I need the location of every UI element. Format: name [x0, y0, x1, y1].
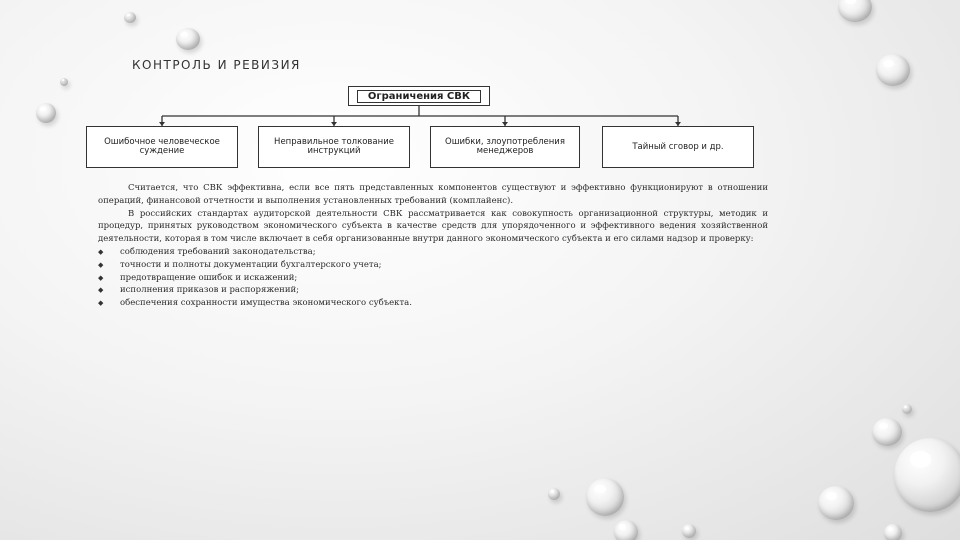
- list-item-text: предотвращение ошибок и искажений;: [120, 272, 298, 283]
- list-item-text: точности и полноты документации бухгалтерского учета;: [120, 259, 382, 270]
- slide-title: КОНТРОЛЬ И РЕВИЗИЯ: [132, 58, 301, 72]
- water-drop-decoration: [884, 524, 902, 540]
- diagram-root-box: [348, 86, 490, 106]
- water-drop-decoration: [614, 520, 638, 540]
- water-drop-decoration: [838, 0, 872, 22]
- diamond-bullet-icon: ◆: [98, 247, 104, 256]
- water-drop-decoration: [876, 54, 910, 86]
- water-drop-decoration: [872, 418, 902, 446]
- document-text: [98, 182, 768, 310]
- paragraph: В российских стандартах аудиторской деятельности СВК рассматривается как совокупность организационной структуры, методик и процедур, принятых руководством экономического субъекта в качестве средств для упорядоченного и эффективного ведения хозяйственной деятельности, которая в том числе включает в себя организованные внутри данного экономического субъекта и его силами надзор и проверку:: [98, 208, 768, 245]
- water-drop-decoration: [176, 28, 200, 50]
- paragraph: Считается, что СВК эффективна, если все пять представленных компонентов существуют и эффективно функционируют в отношении операций, финансовой отчетности и выполнения установленных требований (комплайенс).: [98, 183, 768, 206]
- bullet-list: [98, 246, 768, 310]
- list-item: [98, 259, 768, 272]
- list-item-text: соблюдения требований законодательства;: [120, 246, 316, 257]
- diagram-child-box: Неправильное толкование инструкций: [258, 126, 410, 168]
- diagram-root-label: Ограничения СВК: [357, 90, 481, 103]
- water-drop-decoration: [586, 478, 624, 516]
- water-drop-decoration: [682, 524, 696, 538]
- diamond-bullet-icon: ◆: [98, 286, 104, 295]
- diamond-bullet-icon: ◆: [98, 299, 104, 308]
- water-drop-decoration: [894, 438, 960, 512]
- water-drop-decoration: [818, 486, 854, 520]
- water-drop-decoration: [124, 12, 136, 23]
- list-item: [98, 272, 768, 285]
- diagram-child-box: Ошибочное человеческое суждение: [86, 126, 238, 168]
- diagram-child-box: Ошибки, злоупотребления менеджеров: [430, 126, 580, 168]
- water-drop-decoration: [36, 103, 56, 123]
- list-item: [98, 284, 768, 297]
- diagram-child-box: Тайный сговор и др.: [602, 126, 754, 168]
- water-drop-decoration: [60, 78, 68, 86]
- list-item-text: исполнения приказов и распоряжений;: [120, 285, 300, 296]
- diamond-bullet-icon: ◆: [98, 260, 104, 269]
- diamond-bullet-icon: ◆: [98, 273, 104, 282]
- water-drop-decoration: [548, 488, 560, 500]
- water-drop-decoration: [902, 404, 912, 414]
- list-item: [98, 246, 768, 259]
- list-item-text: обеспечения сохранности имущества экономического субъекта.: [120, 298, 412, 309]
- scanned-document: [86, 78, 768, 340]
- list-item: [98, 297, 768, 310]
